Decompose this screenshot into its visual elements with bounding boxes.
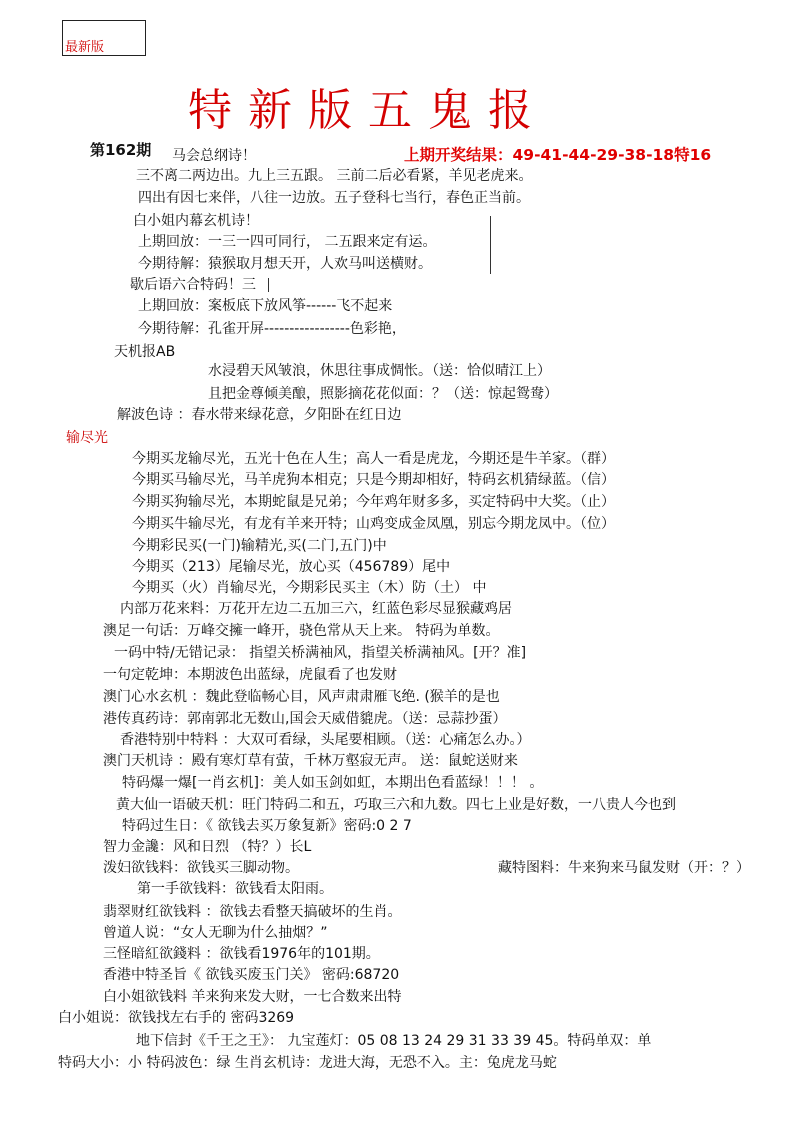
text-line: 港传真药诗：郭南郭北无数山,国会天威借貔虎。（送：忌蒜抄蛋）: [103, 711, 507, 727]
text-line: 黄大仙一语破天机：旺门特码二和五，巧取三六和九数。四七上业是好数，一八贵人今也到: [116, 797, 676, 813]
page-title: 特新版五鬼报: [188, 85, 548, 136]
text-line: 第一手欲钱料：欲钱看太阳雨。: [137, 881, 333, 897]
text-line: 上期回放：案板底下放风筝------飞不起来: [138, 298, 393, 314]
text-line: 泼妇欲钱料：欲钱买三脚动物。: [103, 860, 299, 876]
text-line: 特码爆一爆[一肖玄机]：美人如玉剑如虹，本期出色看蓝绿！！！ 。: [122, 775, 544, 791]
text-line: 歇后语六合特码！三: [130, 277, 256, 293]
text-line: 香港特别中特料 ：大双可看绿，头尾要相顾。（送：心痛怎么办。）: [120, 732, 531, 748]
issue-number: 第162期: [90, 141, 152, 159]
last-draw-result: 上期开奖结果：49-41-44-29-38-18特16: [404, 146, 712, 164]
text-line: 澳门天机诗 ：殿有寒灯草有萤，千林万壑寂无声。 送：鼠蛇送财来: [103, 753, 518, 769]
text-line: 翡翠财红欲钱料 ：欲钱去看整天搞破坏的生肖。: [103, 904, 402, 920]
divider-line: [490, 216, 491, 274]
text-line: 智力金讒：风和日烈 （特？）长L: [103, 839, 312, 855]
text-line: 地下信封《千王之王》： 九宝莲灯：05 08 13 24 29 31 33 39 45。特码单双：单: [136, 1033, 652, 1049]
text-line: 香港中特圣旨《 欲钱买废玉门关》 密码:68720: [103, 967, 400, 983]
text-line: 今期买马输尽光，马羊虎狗本相克；只是今期却相好，特码玄机猜绿蓝。（信）: [132, 472, 615, 488]
text-line: 且把金尊倾美酿，照影摘花花似面：？（送：惊起鸳鸯）: [208, 386, 558, 402]
text-line: 白小姐内幕玄机诗！: [133, 213, 259, 229]
text-line: 今期待解：孔雀开屏-----------------色彩艳，: [138, 321, 406, 337]
text-line: 曾道人说：“女人无聊为什么抽烟？”: [103, 925, 328, 941]
text-line: 三不离二两边出。九上三五跟。 三前二后必看紧，羊见老虎来。: [136, 168, 533, 184]
text-line: 马会总纲诗！: [172, 148, 256, 164]
text-line: 解波色诗 ：春水带来绿花意，夕阳卧在红日边: [117, 407, 402, 423]
text-line: 今期彩民买(一门)输精光,买(二门,五门)中: [132, 538, 387, 554]
text-line: 澳足一句话：万峰交擁一峰开，骁色常从天上来。 特码为单数。: [103, 623, 500, 639]
text-line: 天机报AB: [114, 344, 176, 360]
text-line: 一句定乾坤：本期波色出蓝绿，虎鼠看了也发财: [103, 667, 397, 683]
text-line: 今期买（213）尾输尽光，放心买（456789）尾中: [132, 559, 451, 575]
text-line: 今期买（火）肖输尽光，今期彩民买主（木）防（土） 中: [132, 580, 487, 596]
text-line: 四出有因七来伴，八往一边放。五子登科七当行，春色正当前。: [138, 190, 530, 206]
section-heading: 输尽光: [66, 430, 108, 446]
text-line: 白小姐欲钱料 羊来狗来发大财，一七合数来出特: [103, 989, 402, 1005]
text-line: 水浸碧天风皱浪，休思往事成惆怅。（送：恰似晴江上）: [208, 363, 551, 379]
version-badge-box: [62, 20, 146, 56]
text-line: 特码大小：小 特码波色：绿 生肖玄机诗：龙进大海，无恐不入。主：兔虎龙马蛇: [58, 1055, 557, 1071]
text-line: 特码过生日：《 欲钱去买万象复新》密码:0 2 7: [122, 818, 412, 834]
text-line: 今期待解：猿猴取月想天开，人欢马叫送横财。: [138, 256, 432, 272]
text-line: 三怪暗紅欲錢料 ：欲钱看1976年的101期。: [103, 946, 380, 962]
text-line: 今期买龙输尽光，五光十色在人生；高人一看是虎龙，今期还是牛羊家。（群）: [132, 451, 615, 467]
text-line: 今期买牛输尽光，有龙有羊来开特；山鸡变成金凤凰，别忘今期龙凤中。（位）: [132, 516, 615, 532]
text-line: 澳门心水玄机 ：魏此登临畅心目，风声肃肃雁飞绝. (猴羊的是也: [103, 689, 500, 705]
text-line: 白小姐说：欲钱找左右手的 密码3269: [58, 1010, 295, 1026]
text-line: 一码中特/无错记录： 指望关桥满袖风，指望关桥满袖风。[开？准]: [114, 645, 527, 661]
text-line: 藏特图料：牛来狗来马鼠发财（开：？）: [498, 860, 750, 876]
divider-line: [268, 278, 269, 292]
text-line: 内部万花来料：万花开左边二五加三六，红蓝色彩尽显猴藏鸡居: [120, 601, 512, 617]
text-line: 上期回放：一三一四可同行， 二五跟来定有运。: [138, 234, 437, 250]
text-line: 今期买狗输尽光，本期蛇鼠是兄弟；今年鸡年财多多，买定特码中大奖。（止）: [132, 494, 615, 510]
version-badge: 最新版: [65, 40, 105, 55]
